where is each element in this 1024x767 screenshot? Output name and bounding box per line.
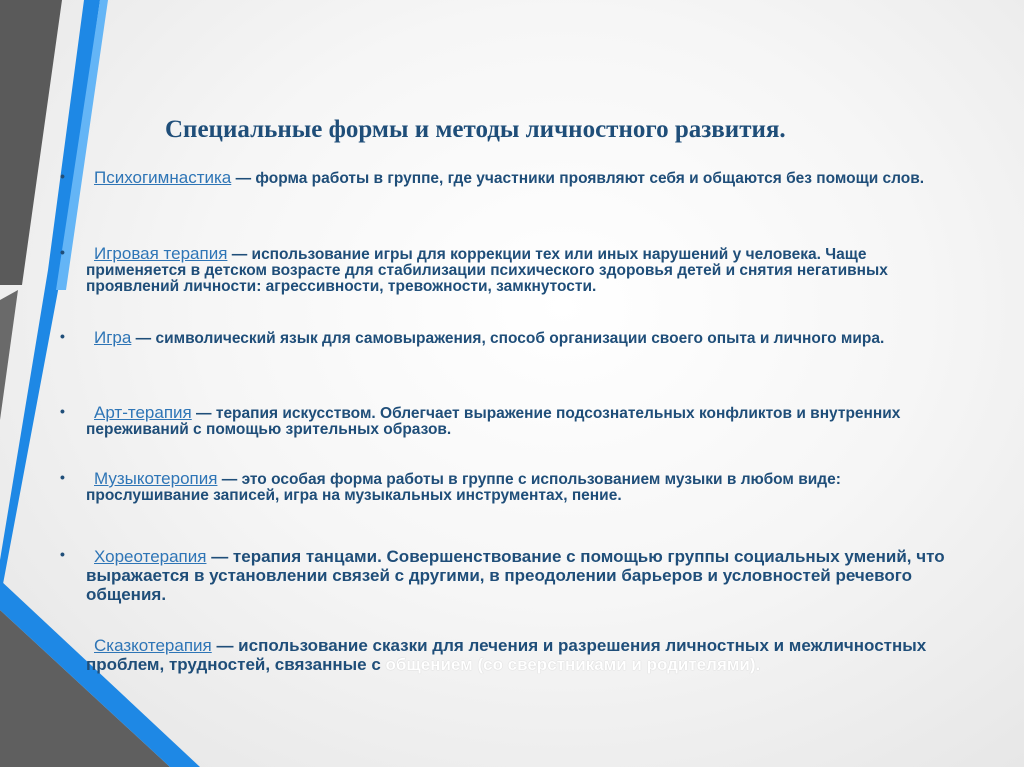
term-link[interactable]: Психогимнастика xyxy=(94,168,232,187)
term-link[interactable]: Музыкотеропия xyxy=(94,469,218,488)
bullet-icon: • xyxy=(60,403,65,419)
term-link[interactable]: Сказкотерапия xyxy=(94,636,212,655)
item-description-highlight: общением (со сверстниками и родителями). xyxy=(385,655,761,674)
page-title: Специальные формы и методы личностного развития. xyxy=(165,116,786,143)
item-description: — использование сказки для лечения и разрешения личностных и межличностных проблем, трудностей, связанные с xyxy=(86,636,927,674)
list-item-music-therapy xyxy=(60,469,966,504)
list-item-game-therapy xyxy=(60,244,966,295)
list-item-art-therapy xyxy=(60,403,966,438)
list-item-dance-therapy xyxy=(60,546,966,604)
bullet-icon: • xyxy=(60,469,65,485)
bullet-icon: • xyxy=(60,244,65,260)
term-link[interactable]: Игра xyxy=(94,328,132,347)
item-description: — использование игры для коррекции тех или иных нарушений у человека. Чаще применяется в детском возрасте для стабилизации психического здоровья детей и снятия негативных проявлений личности: агрессивности, тревожности, замкнутости. xyxy=(86,246,888,295)
item-description: — символический язык для самовыражения, способ организации своего опыта и личного мира. xyxy=(131,330,885,347)
list-item-fairytale-therapy xyxy=(86,636,966,674)
bullet-icon: • xyxy=(60,546,65,562)
item-description: — терапия искусством. Облегчает выражение подсознательных конфликтов и внутренних переживаний с помощью зрительных образов. xyxy=(86,405,901,438)
item-description: — терапия танцами. Совершенствование с помощью группы социальных умений, что выражается в установлении связей с другими, в преодолении барьеров и условностей речевого общения. xyxy=(86,547,945,604)
list-item-psychogymnastics xyxy=(60,168,966,187)
bullet-icon: • xyxy=(60,328,65,344)
term-link[interactable]: Арт-терапия xyxy=(94,403,192,422)
term-link[interactable]: Хореотерапия xyxy=(94,547,207,566)
bullet-icon: • xyxy=(60,168,65,184)
item-description: — форма работы в группе, где участники проявляют себя и общаются без помощи слов. xyxy=(231,170,925,187)
item-description: — это особая форма работы в группе с использованием музыки в любом виде: прослушивание записей, игра на музыкальных инструментах, пение. xyxy=(86,471,841,504)
term-link[interactable]: Игровая терапия xyxy=(94,244,228,263)
list-item-game xyxy=(60,328,966,347)
